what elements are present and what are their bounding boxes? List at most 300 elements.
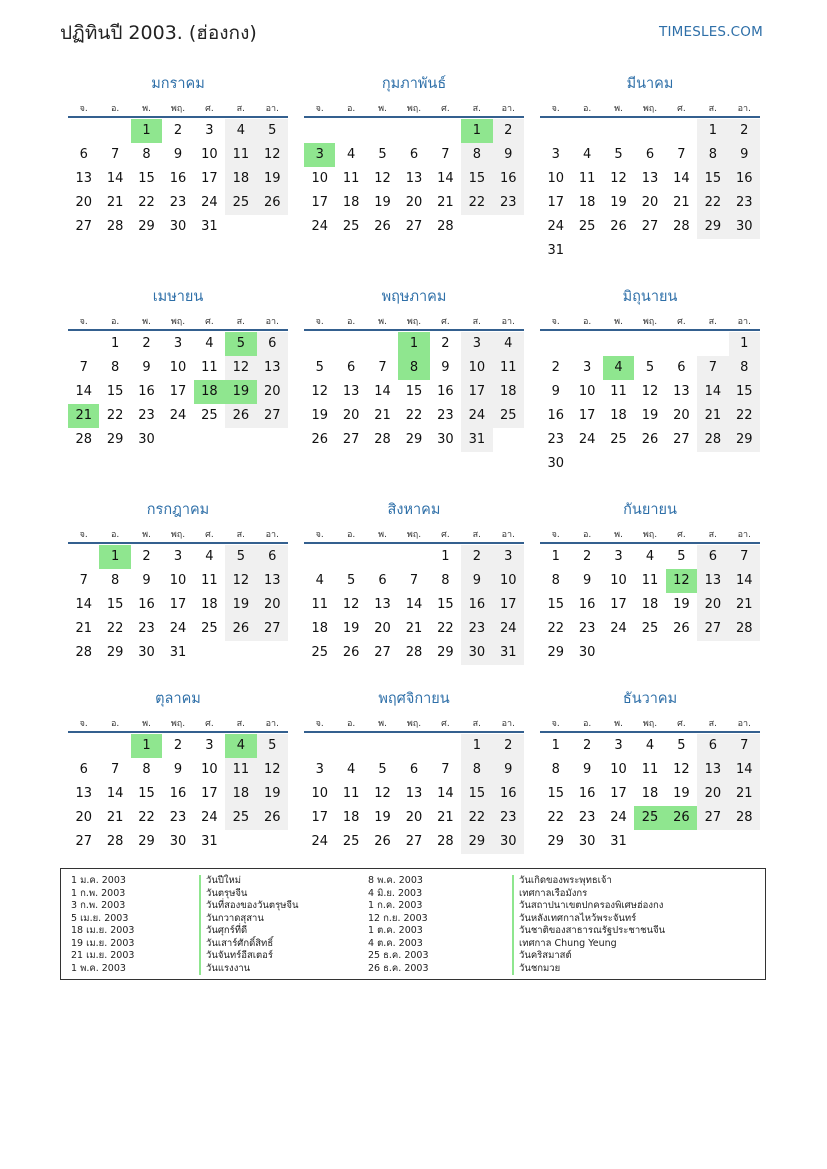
day-cell: 30 bbox=[578, 834, 596, 849]
day-cell: 16 bbox=[493, 167, 524, 191]
month-name: พฤศจิกายน bbox=[378, 691, 450, 707]
weekday-header: จ. bbox=[79, 719, 88, 729]
month-name: มิถุนายน bbox=[622, 289, 678, 305]
day-cell: 20 bbox=[257, 593, 288, 617]
day-cell: 7 bbox=[378, 360, 387, 375]
day-cell: 8 bbox=[729, 356, 760, 380]
holiday-day-cell: 12 bbox=[666, 569, 697, 593]
day-cell: 6 bbox=[409, 147, 419, 162]
day-cell: 23 bbox=[578, 810, 596, 825]
weekday-header: จ. bbox=[551, 719, 560, 729]
day-cell: 18 bbox=[311, 621, 328, 636]
weekday-header: พ. bbox=[378, 317, 387, 327]
day-cell: 6 bbox=[257, 332, 288, 356]
day-cell: 7 bbox=[441, 762, 450, 777]
day-cell: 26 bbox=[257, 806, 288, 830]
day-cell: 22 bbox=[138, 195, 155, 210]
day-cell: 21 bbox=[729, 782, 760, 806]
day-cell: 2 bbox=[173, 123, 183, 138]
day-cell: 5 bbox=[257, 119, 288, 143]
day-cell: 11 bbox=[578, 171, 596, 186]
day-cell: 18 bbox=[201, 597, 218, 612]
day-cell: 2 bbox=[729, 119, 760, 143]
weekday-header: อ. bbox=[346, 530, 356, 540]
weekday-header: ศ. bbox=[677, 317, 686, 327]
weekday-header: จ. bbox=[315, 104, 324, 114]
weekday-header: ส. bbox=[708, 104, 718, 114]
day-cell: 14 bbox=[405, 597, 423, 612]
day-cell: 27 bbox=[257, 617, 288, 641]
legend-holiday-name: วันแรงงาน bbox=[199, 963, 299, 976]
day-cell: 17 bbox=[201, 786, 218, 801]
day-cell: 29 bbox=[547, 645, 564, 660]
day-cell: 27 bbox=[342, 432, 360, 447]
day-cell: 16 bbox=[138, 597, 155, 612]
day-cell: 17 bbox=[578, 408, 596, 423]
day-cell: 26 bbox=[257, 191, 288, 215]
day-cell: 26 bbox=[374, 219, 391, 234]
weekday-header: ศ. bbox=[205, 317, 214, 327]
day-cell: 17 bbox=[169, 597, 187, 612]
day-cell: 5 bbox=[315, 360, 324, 375]
day-cell: 13 bbox=[257, 569, 288, 593]
day-cell: 27 bbox=[673, 432, 690, 447]
day-cell: 4 bbox=[315, 573, 324, 588]
day-cell: 22 bbox=[461, 191, 492, 215]
day-cell: 13 bbox=[342, 384, 360, 399]
day-cell: 19 bbox=[673, 786, 690, 801]
day-cell: 25 bbox=[225, 806, 256, 830]
holiday-day-cell: 4 bbox=[225, 734, 256, 758]
legend-names-left bbox=[199, 875, 299, 975]
month-name: มีนาคม bbox=[626, 76, 674, 92]
day-cell: 17 bbox=[493, 593, 524, 617]
day-cell: 16 bbox=[493, 782, 524, 806]
weekday-header: พฤ. bbox=[170, 317, 186, 327]
weekday-header: อา. bbox=[265, 719, 279, 729]
day-cell: 12 bbox=[342, 597, 360, 612]
day-cell: 13 bbox=[75, 786, 92, 801]
weekday-header: อา. bbox=[265, 317, 279, 327]
weekday-header: อ. bbox=[110, 317, 120, 327]
day-cell: 10 bbox=[311, 786, 328, 801]
header-divider bbox=[540, 116, 760, 118]
weekday-header: ส. bbox=[236, 104, 246, 114]
weekday-header: ศ. bbox=[205, 530, 214, 540]
weekday-header: พฤ. bbox=[170, 530, 186, 540]
holiday-day-cell: 1 bbox=[131, 734, 162, 758]
day-cell: 26 bbox=[225, 617, 256, 641]
day-cell: 18 bbox=[641, 597, 659, 612]
day-cell: 17 bbox=[311, 195, 328, 210]
day-cell: 1 bbox=[110, 336, 120, 351]
day-cell: 20 bbox=[405, 810, 423, 825]
day-cell: 3 bbox=[614, 549, 623, 564]
day-cell: 9 bbox=[493, 758, 524, 782]
day-cell: 24 bbox=[610, 810, 627, 825]
weekday-header: พฤ. bbox=[170, 104, 186, 114]
day-cell: 27 bbox=[697, 806, 728, 830]
day-cell: 14 bbox=[374, 384, 391, 399]
day-cell: 15 bbox=[138, 786, 155, 801]
day-cell: 24 bbox=[461, 404, 492, 428]
day-cell: 21 bbox=[106, 195, 124, 210]
day-cell: 6 bbox=[677, 360, 686, 375]
day-cell: 4 bbox=[225, 119, 256, 143]
day-cell: 12 bbox=[610, 171, 627, 186]
day-cell: 8 bbox=[110, 573, 120, 588]
day-cell: 9 bbox=[173, 147, 183, 162]
day-cell: 31 bbox=[493, 641, 524, 665]
holiday-day-cell: 1 bbox=[131, 119, 162, 143]
day-cell: 22 bbox=[138, 810, 155, 825]
day-cell: 8 bbox=[441, 573, 450, 588]
brand-link[interactable]: TIMESLES.COM bbox=[659, 24, 763, 40]
day-cell: 23 bbox=[169, 195, 187, 210]
day-cell: 5 bbox=[257, 734, 288, 758]
holiday-day-cell: 21 bbox=[68, 404, 99, 428]
holiday-day-cell: 1 bbox=[461, 119, 492, 143]
day-cell: 25 bbox=[201, 621, 218, 636]
day-cell: 9 bbox=[493, 143, 524, 167]
day-cell: 10 bbox=[578, 384, 596, 399]
day-cell: 9 bbox=[142, 573, 151, 588]
day-cell: 6 bbox=[79, 762, 88, 777]
day-cell: 23 bbox=[169, 810, 187, 825]
day-cell: 16 bbox=[578, 786, 596, 801]
weekday-header: ส. bbox=[472, 317, 482, 327]
day-cell: 1 bbox=[729, 332, 760, 356]
day-cell: 1 bbox=[461, 734, 492, 758]
header-divider bbox=[540, 329, 760, 331]
weekday-header: จ. bbox=[79, 104, 88, 114]
month-name: เมษายน bbox=[152, 289, 204, 305]
day-cell: 30 bbox=[169, 219, 187, 234]
day-cell: 31 bbox=[169, 645, 187, 660]
day-cell: 19 bbox=[225, 593, 256, 617]
day-cell: 28 bbox=[729, 617, 760, 641]
day-cell: 18 bbox=[641, 786, 659, 801]
day-cell: 13 bbox=[641, 171, 659, 186]
day-cell: 30 bbox=[493, 830, 524, 854]
day-cell: 31 bbox=[201, 834, 218, 849]
weekday-header: จ. bbox=[551, 530, 560, 540]
day-cell: 22 bbox=[461, 806, 492, 830]
weekday-header: ส. bbox=[708, 719, 718, 729]
month-calendar bbox=[68, 498, 288, 686]
day-cell: 5 bbox=[378, 762, 387, 777]
legend-holiday-name: วันชกมวย bbox=[512, 963, 665, 976]
day-cell: 7 bbox=[79, 573, 88, 588]
day-cell: 12 bbox=[257, 758, 288, 782]
day-cell: 17 bbox=[201, 171, 218, 186]
month-calendar bbox=[304, 687, 524, 875]
day-cell: 14 bbox=[75, 384, 92, 399]
weekday-header: จ. bbox=[79, 530, 88, 540]
day-cell: 7 bbox=[409, 573, 419, 588]
day-cell: 13 bbox=[697, 758, 728, 782]
header-divider bbox=[68, 542, 288, 544]
day-cell: 10 bbox=[201, 762, 218, 777]
day-cell: 24 bbox=[610, 621, 627, 636]
weekday-header: พ. bbox=[378, 719, 387, 729]
day-cell: 29 bbox=[405, 432, 423, 447]
day-cell: 28 bbox=[106, 219, 124, 234]
day-cell: 20 bbox=[75, 195, 92, 210]
day-cell: 15 bbox=[106, 384, 124, 399]
day-cell: 22 bbox=[547, 621, 564, 636]
weekday-header: อา. bbox=[265, 530, 279, 540]
weekday-header: ศ. bbox=[205, 719, 214, 729]
day-cell: 15 bbox=[461, 167, 492, 191]
day-cell: 9 bbox=[582, 573, 592, 588]
holiday-day-cell: 18 bbox=[194, 380, 225, 404]
day-cell: 20 bbox=[641, 195, 659, 210]
day-cell: 17 bbox=[311, 810, 328, 825]
legend-date: 5 เม.ย. 2003 bbox=[71, 912, 129, 924]
day-cell: 31 bbox=[201, 219, 218, 234]
day-cell: 11 bbox=[342, 786, 360, 801]
weekday-header: จ. bbox=[551, 104, 560, 114]
day-cell: 6 bbox=[409, 762, 419, 777]
day-cell: 10 bbox=[461, 356, 492, 380]
day-cell: 5 bbox=[677, 738, 686, 753]
weekday-header: ส. bbox=[708, 317, 718, 327]
header-divider bbox=[304, 329, 524, 331]
legend-holiday-name: วันคริสมาสต์ bbox=[512, 950, 665, 963]
weekday-header: พ. bbox=[142, 719, 151, 729]
day-cell: 16 bbox=[138, 384, 155, 399]
day-cell: 18 bbox=[578, 195, 596, 210]
day-cell: 18 bbox=[225, 782, 256, 806]
day-cell: 16 bbox=[169, 171, 187, 186]
day-cell: 15 bbox=[138, 171, 155, 186]
day-cell: 7 bbox=[677, 147, 686, 162]
day-cell: 22 bbox=[437, 621, 454, 636]
day-cell: 14 bbox=[673, 171, 690, 186]
day-cell: 12 bbox=[374, 786, 391, 801]
legend-holiday-name: วันศุกร์ที่ดี bbox=[199, 925, 299, 938]
day-cell: 4 bbox=[645, 738, 655, 753]
legend-date: 25 ธ.ค. 2003 bbox=[368, 950, 429, 961]
day-cell: 25 bbox=[641, 621, 659, 636]
day-cell: 12 bbox=[374, 171, 391, 186]
weekday-header: พ. bbox=[614, 317, 623, 327]
legend-holiday-name: วันสถาปนาเขตปกครองพิเศษฮ่องกง bbox=[512, 900, 665, 913]
day-cell: 14 bbox=[437, 171, 454, 186]
day-cell: 3 bbox=[551, 147, 560, 162]
weekday-header: ศ. bbox=[441, 104, 450, 114]
weekday-header: อา. bbox=[501, 530, 515, 540]
day-cell: 30 bbox=[461, 641, 492, 665]
legend-date: 1 พ.ค. 2003 bbox=[71, 962, 126, 974]
weekday-header: อา. bbox=[501, 104, 515, 114]
day-cell: 29 bbox=[729, 428, 760, 452]
legend-date: 1 ก.พ. 2003 bbox=[71, 887, 126, 899]
day-cell: 3 bbox=[173, 549, 183, 564]
day-cell: 27 bbox=[257, 404, 288, 428]
day-cell: 13 bbox=[405, 171, 423, 186]
month-calendar bbox=[540, 498, 760, 686]
day-cell: 13 bbox=[673, 384, 690, 399]
day-cell: 27 bbox=[75, 834, 92, 849]
day-cell: 11 bbox=[641, 762, 659, 777]
weekday-header: พ. bbox=[614, 719, 623, 729]
day-cell: 6 bbox=[697, 545, 728, 569]
holiday-day-cell: 5 bbox=[225, 332, 256, 356]
day-cell: 2 bbox=[173, 738, 183, 753]
day-cell: 15 bbox=[106, 597, 124, 612]
day-cell: 4 bbox=[205, 336, 214, 351]
month-calendar bbox=[540, 687, 760, 875]
day-cell: 9 bbox=[461, 569, 492, 593]
weekday-header: พฤ. bbox=[642, 104, 658, 114]
day-cell: 17 bbox=[461, 380, 492, 404]
legend-names-right bbox=[512, 875, 665, 975]
day-cell: 11 bbox=[201, 573, 218, 588]
day-cell: 21 bbox=[673, 195, 690, 210]
day-cell: 30 bbox=[437, 432, 454, 447]
weekday-header: จ. bbox=[315, 530, 324, 540]
weekday-header: อา. bbox=[737, 719, 751, 729]
day-cell: 25 bbox=[342, 834, 360, 849]
day-cell: 28 bbox=[374, 432, 391, 447]
day-cell: 6 bbox=[79, 147, 88, 162]
weekday-header: พฤ. bbox=[406, 719, 422, 729]
holiday-day-cell: 8 bbox=[398, 356, 429, 380]
weekday-header: ส. bbox=[472, 530, 482, 540]
day-cell: 23 bbox=[138, 621, 155, 636]
day-cell: 21 bbox=[729, 593, 760, 617]
day-cell: 3 bbox=[493, 545, 524, 569]
header-divider bbox=[540, 731, 760, 733]
month-calendar bbox=[304, 498, 524, 686]
day-cell: 8 bbox=[551, 762, 560, 777]
day-cell: 15 bbox=[437, 597, 454, 612]
day-cell: 20 bbox=[405, 195, 423, 210]
weekday-header: ศ. bbox=[441, 719, 450, 729]
day-cell: 25 bbox=[311, 645, 328, 660]
month-name: พฤษภาคม bbox=[381, 289, 447, 305]
weekday-header: อ. bbox=[346, 317, 356, 327]
day-cell: 13 bbox=[257, 356, 288, 380]
day-cell: 4 bbox=[346, 762, 356, 777]
day-cell: 26 bbox=[673, 621, 690, 636]
day-cell: 4 bbox=[346, 147, 356, 162]
day-cell: 19 bbox=[311, 408, 328, 423]
day-cell: 5 bbox=[645, 360, 655, 375]
weekday-header: ส. bbox=[472, 719, 482, 729]
day-cell: 21 bbox=[106, 810, 124, 825]
day-cell: 5 bbox=[225, 545, 256, 569]
day-cell: 18 bbox=[493, 380, 524, 404]
legend-date: 12 ก.ย. 2003 bbox=[368, 912, 428, 924]
weekday-header: พ. bbox=[378, 104, 387, 114]
day-cell: 1 bbox=[551, 738, 560, 753]
weekday-header: อา. bbox=[737, 104, 751, 114]
day-cell: 15 bbox=[547, 786, 564, 801]
day-cell: 9 bbox=[441, 360, 450, 375]
legend-holiday-name: วันชาติของสาธารณรัฐประชาชนจีน bbox=[512, 925, 665, 938]
legend-holiday-name: วันจันทร์อีสเตอร์ bbox=[199, 950, 299, 963]
day-cell: 6 bbox=[378, 573, 387, 588]
day-cell: 21 bbox=[405, 621, 423, 636]
day-cell: 18 bbox=[610, 408, 627, 423]
weekday-header: พ. bbox=[614, 104, 623, 114]
day-cell: 26 bbox=[311, 432, 328, 447]
day-cell: 11 bbox=[201, 360, 218, 375]
weekday-header: พฤ. bbox=[170, 719, 186, 729]
legend-holiday-name: เทศกาลเรือมังกร bbox=[512, 888, 665, 901]
day-cell: 24 bbox=[493, 617, 524, 641]
day-cell: 25 bbox=[610, 432, 627, 447]
day-cell: 12 bbox=[311, 384, 328, 399]
day-cell: 14 bbox=[106, 786, 124, 801]
day-cell: 8 bbox=[142, 147, 151, 162]
day-cell: 19 bbox=[342, 621, 360, 636]
day-cell: 7 bbox=[441, 147, 450, 162]
day-cell: 13 bbox=[75, 171, 92, 186]
day-cell: 17 bbox=[547, 195, 564, 210]
legend-date: 4 ต.ค. 2003 bbox=[368, 937, 423, 949]
day-cell: 24 bbox=[169, 408, 187, 423]
day-cell: 29 bbox=[461, 830, 492, 854]
weekday-header: อ. bbox=[582, 317, 592, 327]
day-cell: 31 bbox=[461, 428, 492, 452]
weekday-header: ศ. bbox=[441, 317, 450, 327]
day-cell: 24 bbox=[169, 621, 187, 636]
day-cell: 27 bbox=[641, 219, 659, 234]
weekday-header: อ. bbox=[110, 104, 120, 114]
day-cell: 28 bbox=[75, 432, 92, 447]
day-cell: 19 bbox=[374, 195, 391, 210]
day-cell: 15 bbox=[729, 380, 760, 404]
day-cell: 27 bbox=[374, 645, 391, 660]
day-cell: 12 bbox=[641, 384, 659, 399]
day-cell: 30 bbox=[578, 645, 596, 660]
weekday-header: อ. bbox=[346, 104, 356, 114]
day-cell: 10 bbox=[311, 171, 328, 186]
weekday-header: ศ. bbox=[205, 104, 214, 114]
weekday-header: ส. bbox=[236, 530, 246, 540]
day-cell: 2 bbox=[142, 549, 151, 564]
day-cell: 3 bbox=[582, 360, 592, 375]
day-cell: 26 bbox=[342, 645, 360, 660]
month-name: ตุลาคม bbox=[155, 691, 201, 707]
legend-holiday-name: วันที่สองของวันตรุษจีน bbox=[199, 900, 299, 913]
day-cell: 10 bbox=[201, 147, 218, 162]
day-cell: 23 bbox=[437, 408, 454, 423]
day-cell: 21 bbox=[437, 810, 454, 825]
day-cell: 23 bbox=[493, 806, 524, 830]
header-divider bbox=[68, 731, 288, 733]
day-cell: 11 bbox=[225, 758, 256, 782]
day-cell: 15 bbox=[461, 782, 492, 806]
weekday-header: จ. bbox=[315, 719, 324, 729]
weekday-header: ส. bbox=[236, 317, 246, 327]
month-calendar bbox=[68, 285, 288, 473]
day-cell: 19 bbox=[257, 167, 288, 191]
day-cell: 23 bbox=[547, 432, 564, 447]
day-cell: 26 bbox=[374, 834, 391, 849]
day-cell: 15 bbox=[547, 597, 564, 612]
weekday-header: ศ. bbox=[677, 530, 686, 540]
day-cell: 12 bbox=[673, 762, 690, 777]
day-cell: 14 bbox=[729, 569, 760, 593]
day-cell: 28 bbox=[673, 219, 690, 234]
day-cell: 18 bbox=[342, 195, 360, 210]
weekday-header: พ. bbox=[142, 530, 151, 540]
